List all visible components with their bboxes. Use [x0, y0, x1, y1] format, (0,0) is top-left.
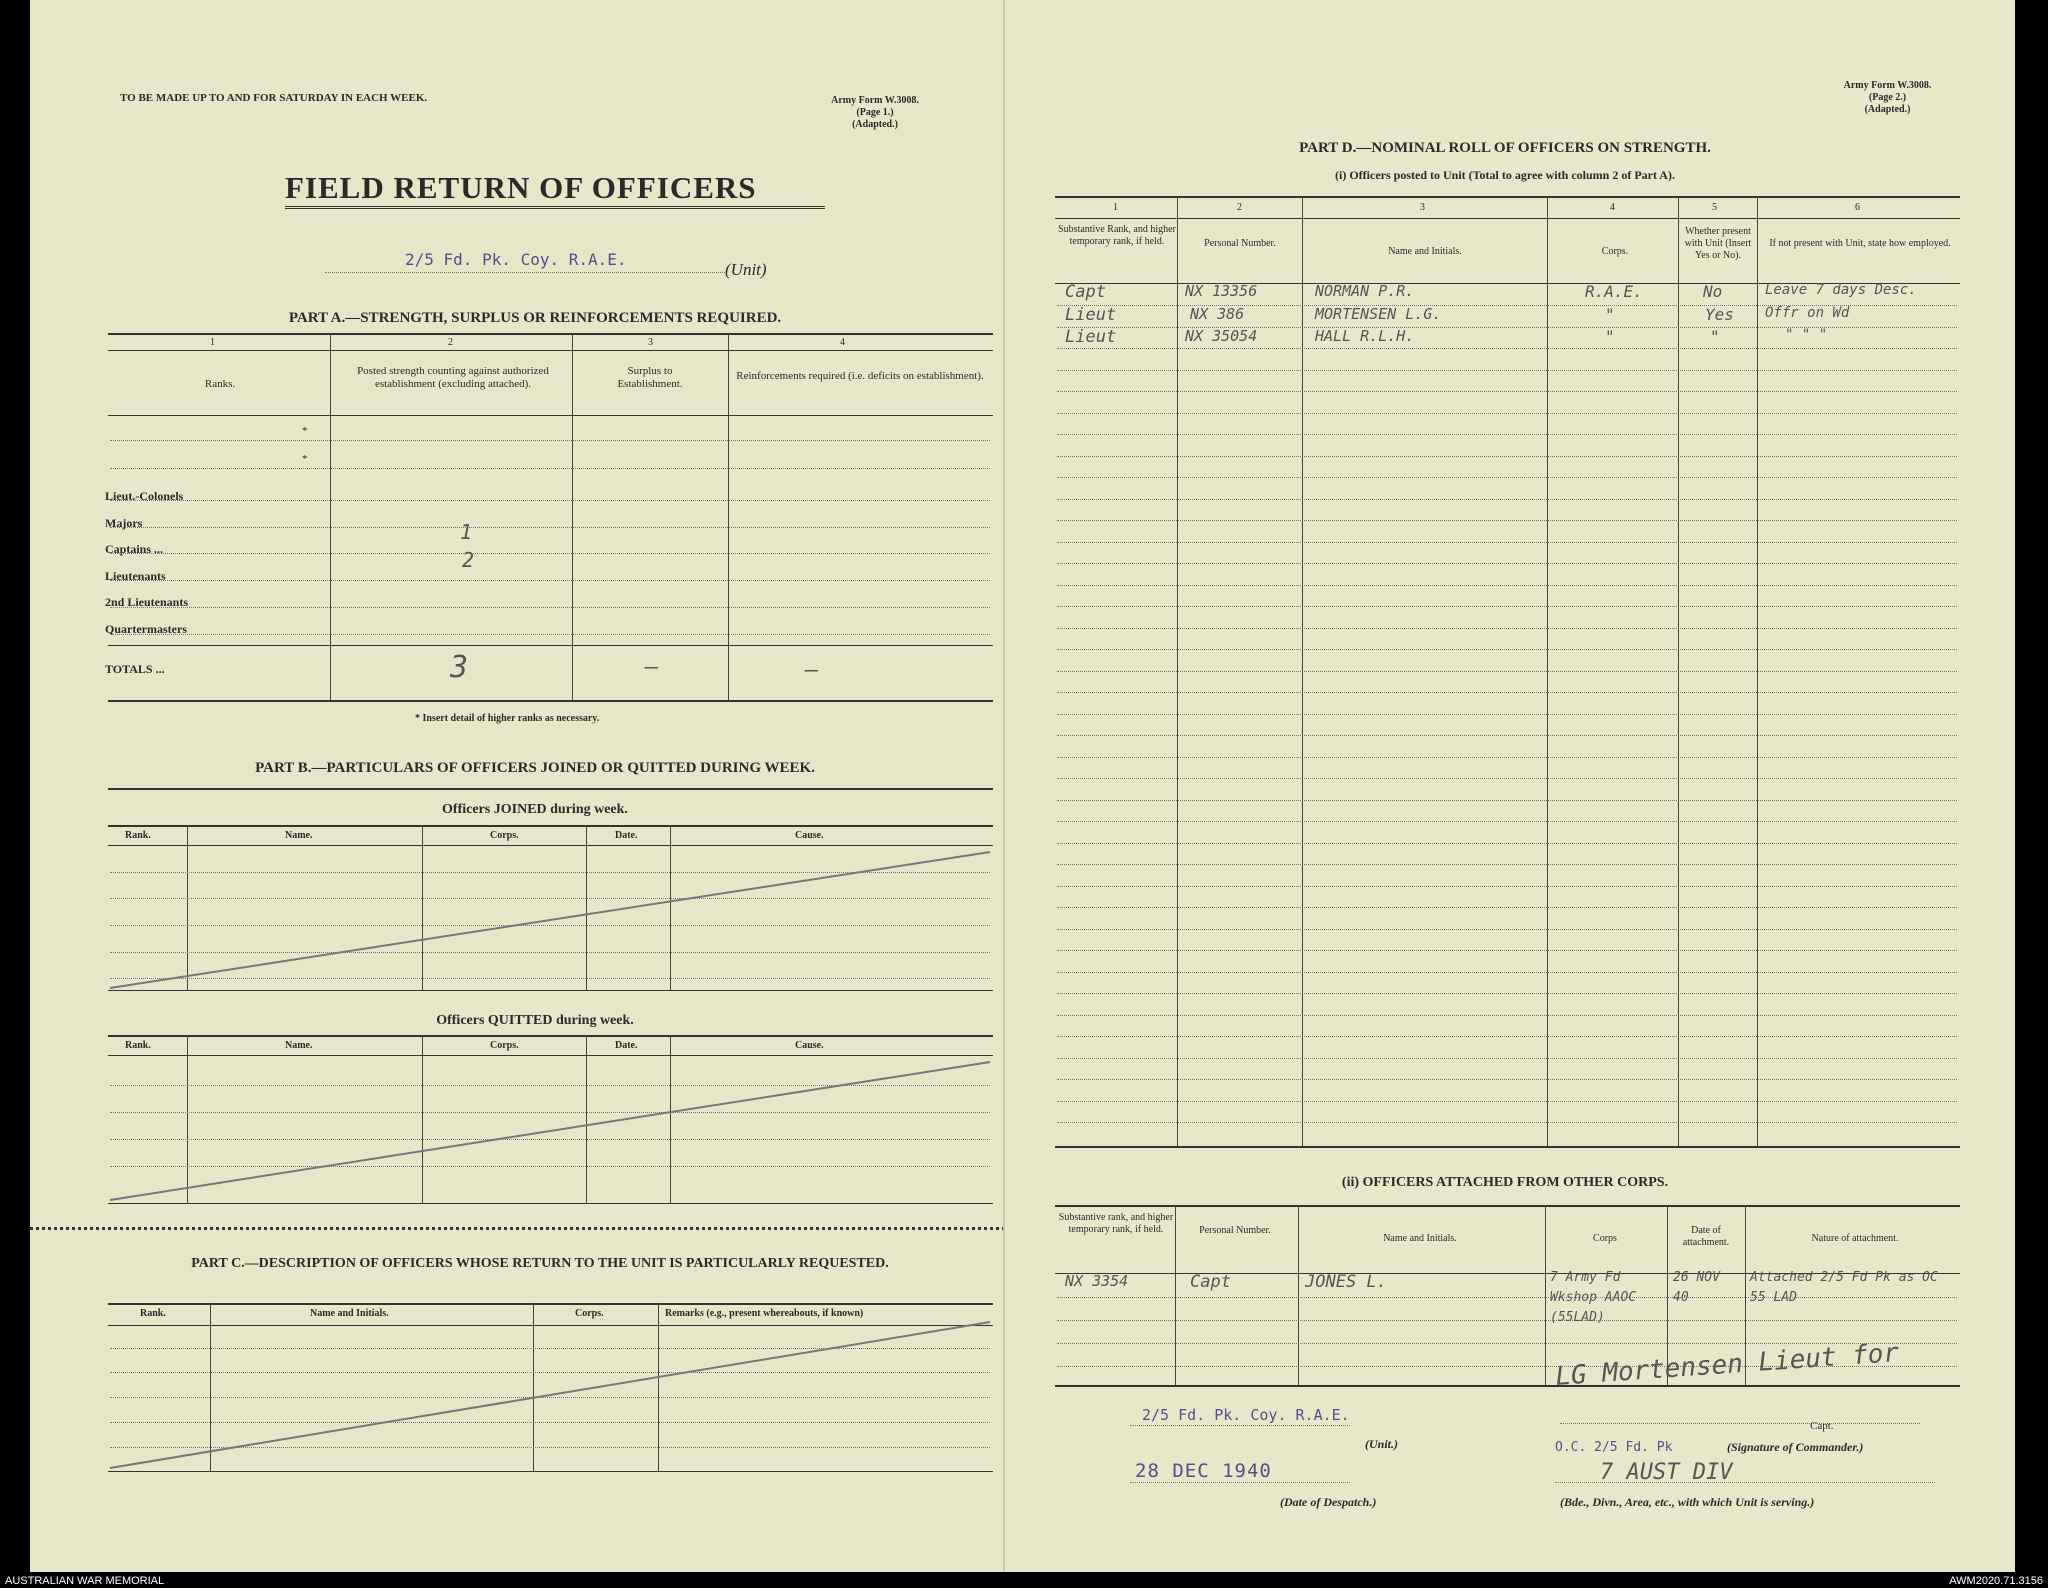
ranks-list: Lieut.-Colonels Majors Captains ... Lieutenants 2nd Lieutenants Quartermasters	[105, 489, 189, 636]
part-a-footnote: * Insert detail of higher ranks as necessary.	[415, 713, 600, 724]
attached-heading: (ii) OFFICERS ATTACHED FROM OTHER CORPS.	[1341, 1175, 1669, 1190]
top-note: TO BE MADE UP TO AND FOR SATURDAY IN EACH WEEK.	[120, 92, 428, 104]
nominal-row-rule	[1057, 434, 1957, 435]
nominal-row-rule	[1057, 305, 1957, 306]
nominal-row-rule	[1057, 821, 1957, 822]
despatch-label: (Date of Despatch.)	[1280, 1495, 1377, 1509]
part-d-sub: (i) Officers posted to Unit (Total to agree with column 2 of Part A).	[1335, 168, 1675, 182]
ranks-header: Ranks.	[204, 378, 236, 390]
part-c-heading: PART C.—DESCRIPTION OF OFFICERS WHOSE RETURN TO THE UNIT IS PARTICULARLY REQUESTED.	[191, 1256, 889, 1271]
nominal-row-rule	[1057, 563, 1957, 564]
nominal-row-rule	[1057, 585, 1957, 586]
nominal-row-rule	[1057, 1079, 1957, 1080]
nominal-row-rule	[1057, 456, 1957, 457]
footer-unit-label: (Unit.)	[1365, 1437, 1398, 1451]
nominal-row-rule	[1057, 1015, 1957, 1016]
unit-value: 2/5 Fd. Pk. Coy. R.A.E.	[405, 250, 627, 269]
nominal-row-rule	[1057, 886, 1957, 887]
nominal-row-rule	[1057, 929, 1957, 930]
lieutenants-value: 2	[462, 548, 475, 572]
nominal-row-rule	[1057, 348, 1957, 349]
nominal-row-rule	[1057, 778, 1957, 779]
nominal-row-rule	[1057, 542, 1957, 543]
nominal-row-rule	[1057, 1036, 1957, 1037]
form-reference: Army Form W.3008. (Page 1.) (Adapted.)	[831, 95, 919, 130]
total-surplus: –	[645, 655, 659, 680]
signature-label: (Signature of Commander.)	[1727, 1440, 1864, 1454]
nominal-row-rule	[1057, 757, 1957, 758]
nominal-row-rule	[1057, 950, 1957, 951]
surplus-header: Surplus to Establishment.	[617, 365, 683, 390]
quitted-heading: Officers QUITTED during week.	[436, 1013, 634, 1028]
form-reference-2: Army Form W.3008. (Page 2.) (Adapted.)	[1843, 80, 1932, 115]
division-value: 7 AUST DIV	[1600, 1460, 1733, 1485]
posted-header: Posted strength counting against authorized establishment (excluding attached).	[357, 365, 549, 390]
total-posted: 3	[450, 650, 469, 685]
nominal-row-rule	[1057, 499, 1957, 500]
footer-unit-value: 2/5 Fd. Pk. Coy. R.A.E.	[1142, 1406, 1350, 1424]
nominal-row-rule	[1057, 864, 1957, 865]
nominal-row-rule	[1057, 370, 1957, 371]
nominal-row-rule	[1057, 477, 1957, 478]
nominal-row-rule	[1057, 327, 1957, 328]
nominal-row-rule	[1057, 843, 1957, 844]
nominal-row-rule	[1057, 1101, 1957, 1102]
left-page: TO BE MADE UP TO AND FOR SATURDAY IN EACH WEEK. Army Form W.3008. (Page 1.) (Adapted.) FIELD RETURN OF OFFICERS 2/5 Fd. Pk. Coy. R.A.E. (Unit) PART A.—STRENGTH, SURPLUS OR REINFORCEMENTS REQUIRED. 1 2 3 4 Ranks. Posted strength counting against authorized establishment (excluding attached). Surplus to Establishment. Reinforcements required (i.e. deficits on establishment). * * Lieut.-Colonels Majors Captains ... Lieutenants 2nd Lieutenants Quartermasters 1 2 TOTALS ... 3 – – * Insert detail of higher ranks as necessary. PART B.—PARTICULARS OF OFFICERS JOINED OR QUITTED DURING WEEK. Officers JOINED during week. Rank. Name. Corps. Date. Cause. Officers QUITTED during week. Rank. Name. Corps. Date. Cause. PART C.—DESCRIPTION OF OFFICERS WHOSE RETURN TO THE UNIT IS PARTICULARLY REQUESTED. Rank. Name and Initials. Corps. Remarks (e.g., present whereabouts, if known)	[30, 0, 1005, 1572]
reinforcements-header: Reinforcements required (i.e. deficits on establishment).	[736, 370, 984, 382]
captains-value: 1	[460, 520, 473, 544]
part-d-heading: PART D.—NOMINAL ROLL OF OFFICERS ON STRENGTH.	[1299, 140, 1711, 156]
nominal-row-rule	[1057, 993, 1957, 994]
footer-left: AUSTRALIAN WAR MEMORIAL	[5, 1575, 165, 1587]
strike-lines	[30, 0, 1005, 1572]
nominal-row-rule	[1057, 628, 1957, 629]
despatch-date: 28 DEC 1940	[1135, 1460, 1272, 1482]
part-a-heading: PART A.—STRENGTH, SURPLUS OR REINFORCEMENTS REQUIRED.	[288, 310, 782, 326]
nominal-row-rule	[1057, 735, 1957, 736]
nominal-row-rule	[1057, 1122, 1957, 1123]
part-b-heading: PART B.—PARTICULARS OF OFFICERS JOINED OR QUITTED DURING WEEK.	[255, 760, 815, 776]
nominal-row-rule	[1057, 800, 1957, 801]
nominal-row-rule	[1057, 671, 1957, 672]
nominal-row-rule	[1057, 520, 1957, 521]
joined-heading: Officers JOINED during week.	[442, 802, 628, 817]
form-title: FIELD RETURN OF OFFICERS	[285, 170, 825, 209]
nominal-row-rule	[1057, 413, 1957, 414]
nominal-row-rule	[1057, 907, 1957, 908]
nominal-row-rule	[1057, 649, 1957, 650]
nominal-row-rule	[1057, 606, 1957, 607]
division-label: (Bde., Divn., Area, etc., with which Unit is serving.)	[1560, 1495, 1815, 1509]
nominal-row-rule	[1057, 972, 1957, 973]
unit-label: (Unit)	[725, 260, 767, 279]
nominal-row-rule	[1057, 692, 1957, 693]
totals-label: TOTALS ...	[105, 662, 165, 676]
total-reinforcements: –	[805, 658, 819, 683]
nominal-row-rule	[1057, 391, 1957, 392]
nominal-row-rule	[1057, 714, 1957, 715]
commander-signature: LG Mortensen Lieut for	[1554, 1338, 1901, 1392]
nominal-row-rule	[1057, 1058, 1957, 1059]
right-page: Army Form W.3008. (Page 2.) (Adapted.) PART D.—NOMINAL ROLL OF OFFICERS ON STRENGTH. (i) Officers posted to Unit (Total to agree with column 2 of Part A). 1 2 3 4 5 6 Substantive Rank, and higher temporary rank, if held. Personal Number. Name and Initials. Corps. Whether present with Unit (Insert Yes or No). If not present with Unit, state how employed. Capt NX 13356 NORMAN P.R. R.A.E. No Leave 7 days Desc. Lieut NX 386 MORTENSEN L.G. " Yes Offr on Wd Lieut NX 35054 HALL R.L.H. " " " " " (ii) OFFICERS ATTACHED FROM OTHER CORPS. Substantive rank, and higher temporary rank, if held. Personal Number. Name and Initials. Corps Date of attachment. Nature of attachment. NX 3354 Capt JONES L. 7 Army Fd Wkshop AAOC (55LAD) 26 NOV 40 Attached 2/5 Fd Pk as OC 55 LAD	[1005, 0, 2015, 1572]
footer-right: AWM2020.71.3156	[1949, 1575, 2043, 1587]
